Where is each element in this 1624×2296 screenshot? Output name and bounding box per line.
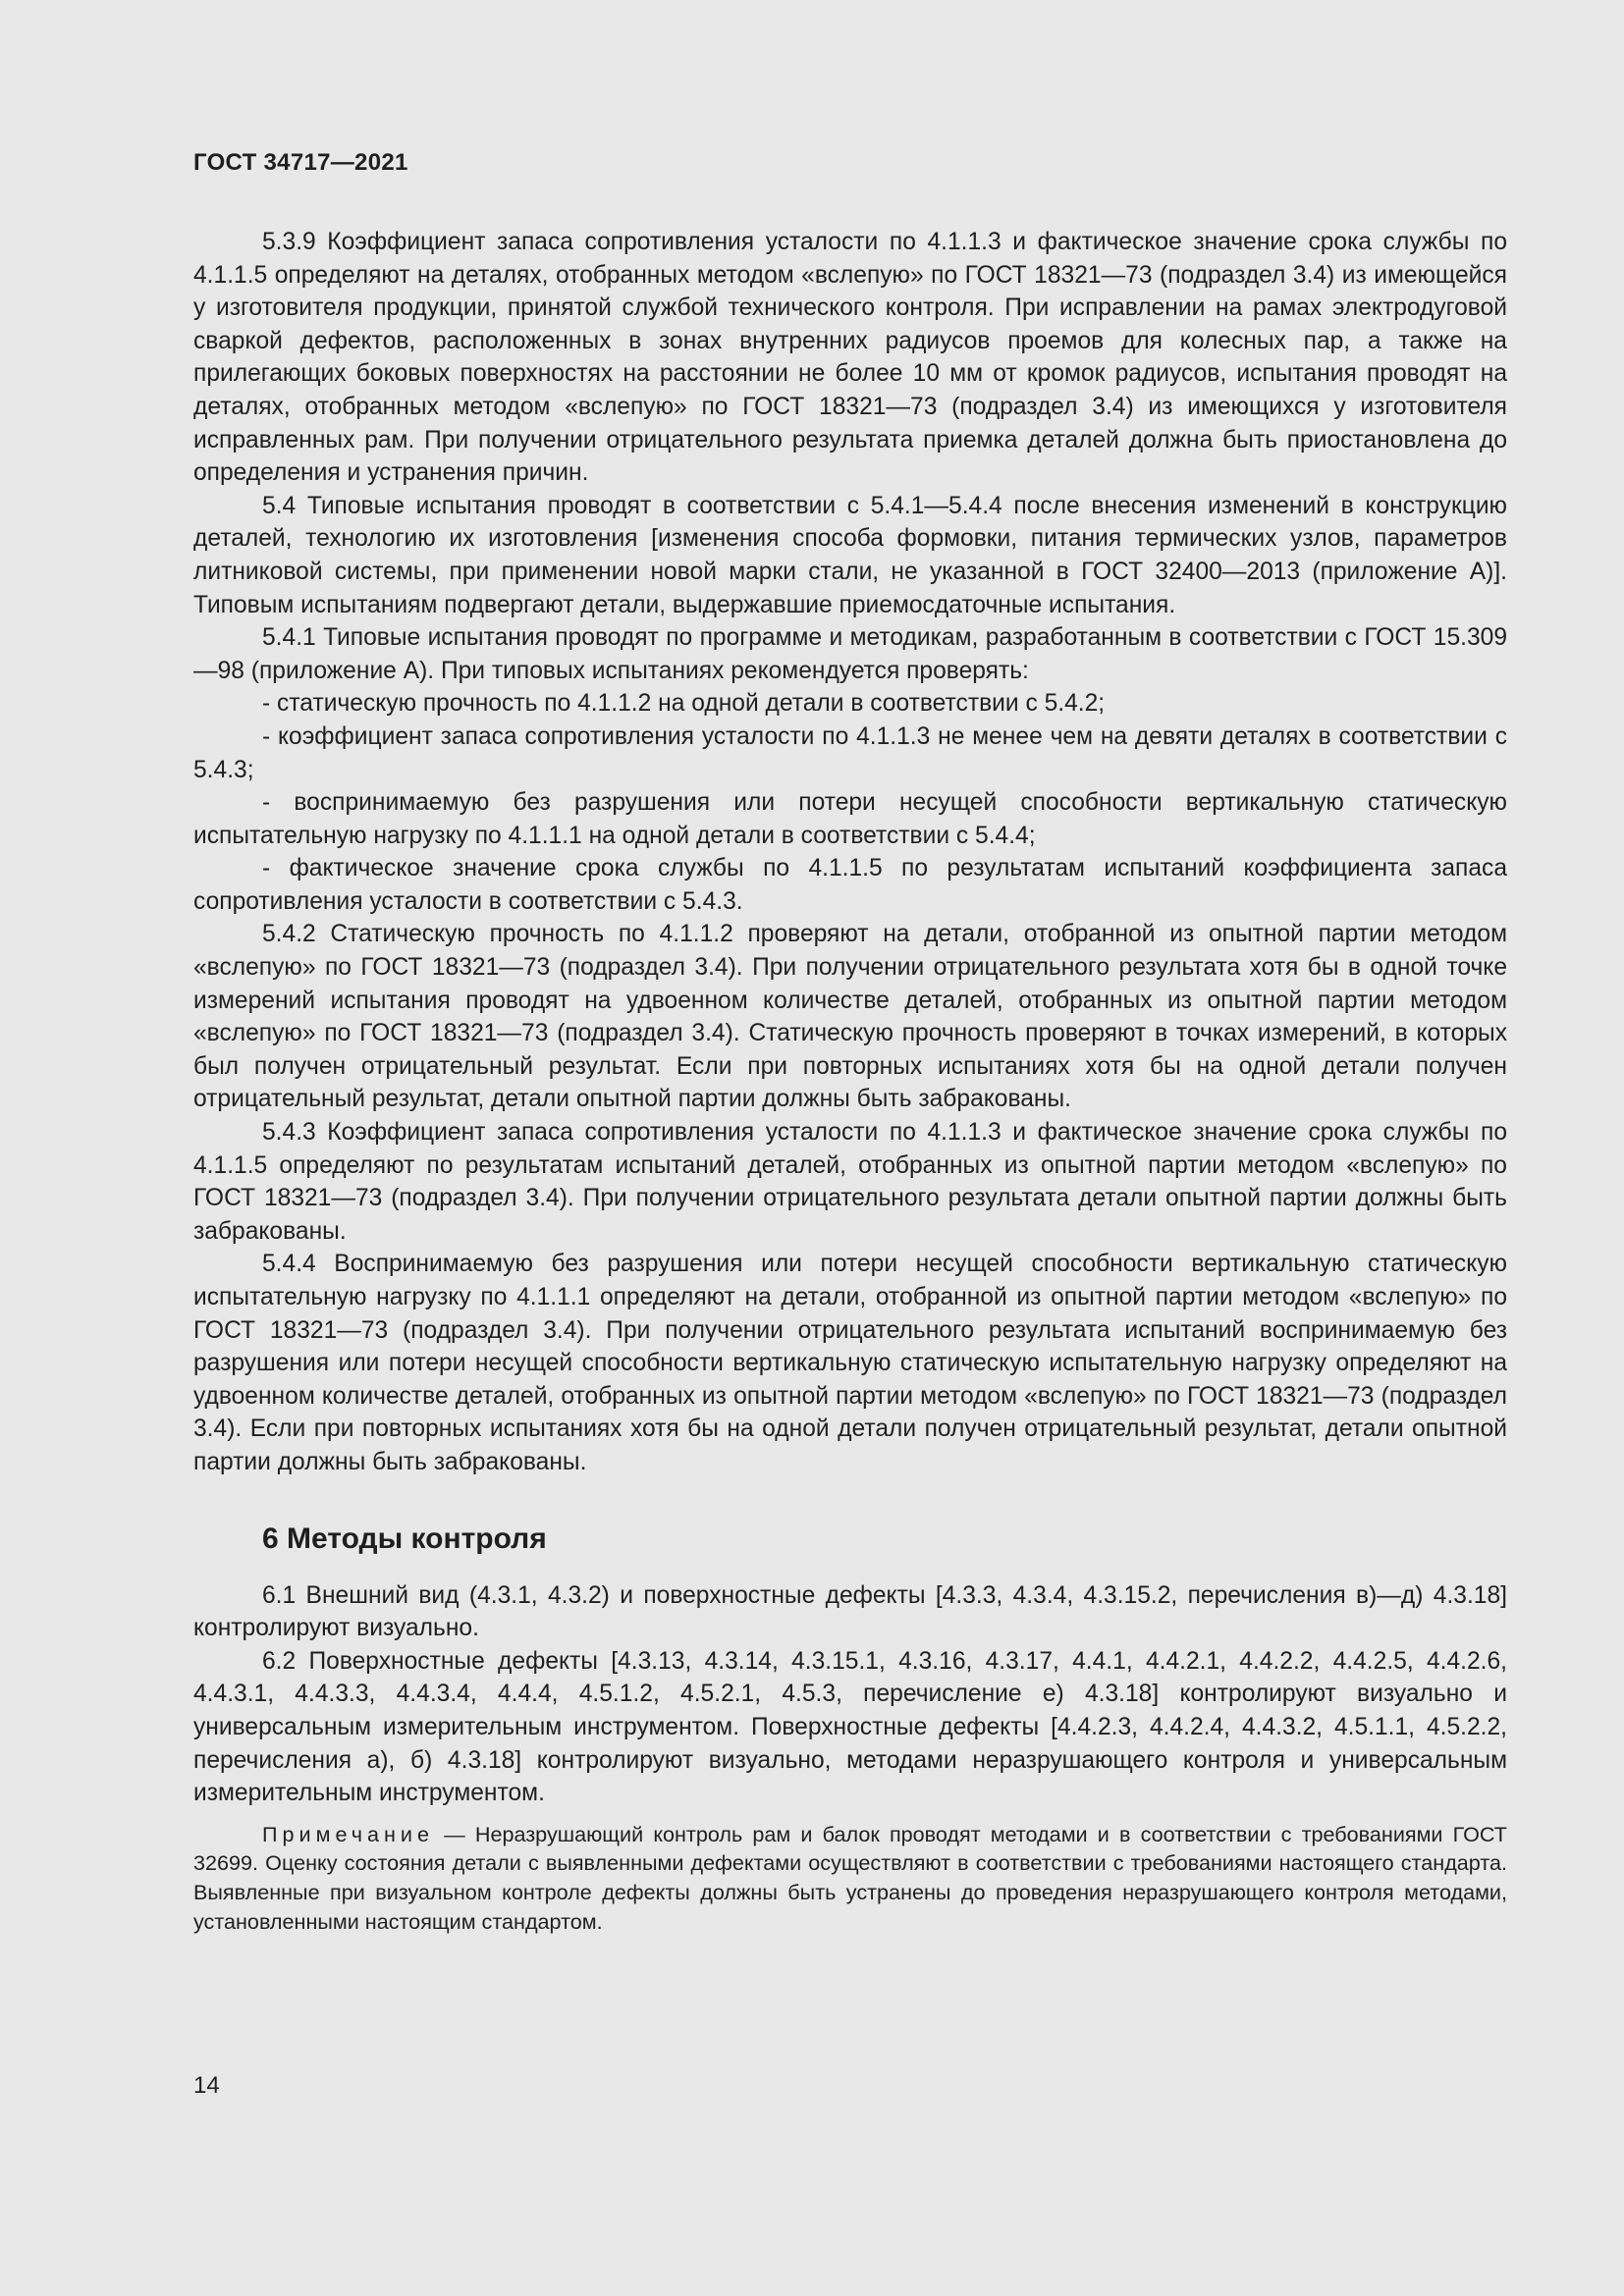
paragraph-5-4-4: 5.4.4 Воспринимаемую без разрушения или потери несущей способности вертикальную статическую испытательную нагрузку по 4.1.1.1 определяют на детали, отобранной из опытной партии методом «вслепую» по ГОСТ 18321—73 (подраздел 3.4). При получении отрицательного результата испытаний воспринимаемую без разрушения или потери несущей способности вертикальную статическую испытательную нагрузку определяют на удвоенном количестве деталей, отобранных из опытной партии методом «вслепую» по ГОСТ 18321—73 (подраздел 3.4). Если при повторных испытаниях хотя бы на одной детали получен отрицательный результат, детали опытной партии должны быть забракованы. [193, 1251, 1507, 1475]
page-number: 14 [193, 2072, 220, 2099]
note-text: — Неразрушающий контроль рам и балок проводят методами и в соответствии с требованиями ГОСТ 32699. Оценку состояния детали с выявленными дефектами осуществляют в соответствии с требованиями настоящего стандарта. Выявленные при визуальном контроле дефекты должны быть устранены до проведения неразрушающего контроля методами, установленными настоящим стандартом. [193, 1821, 1507, 1934]
paragraph-5-4-3: 5.4.3 Коэффициент запаса сопротивления усталости по 4.1.1.3 и фактическое значение срока службы по 4.1.1.5 определяют по результатам испытаний деталей, отобранных из опытной партии методом «вслепую» по ГОСТ 18321—73 (подраздел 3.4). При получении отрицательного результата детали опытной партии должны быть забракованы. [193, 1119, 1507, 1245]
document-body [193, 226, 1507, 1936]
list-item: - статическую прочность по 4.1.1.2 на одной детали в соответствии с 5.4.2; [262, 690, 1106, 718]
list-item: - фактическое значение срока службы по 4.1.1.5 по результатам испытаний коэффициента запаса сопротивления усталости в соответствии с 5.4.3. [193, 855, 1507, 915]
document-header: ГОСТ 34717—2021 [193, 149, 408, 176]
list-item: - воспринимаемую без разрушения или потери несущей способности вертикальную статическую испытательную нагрузку по 4.1.1.1 на одной детали в соответствии с 5.4.4; [193, 789, 1507, 849]
paragraph-5-4-2: 5.4.2 Статическую прочность по 4.1.1.2 проверяют на детали, отобранной из опытной партии методом «вслепую» по ГОСТ 18321—73 (подраздел 3.4). При получении отрицательного результата хотя бы в одной точке измерений испытания проводят на удвоенном количестве деталей, отобранных из опытной партии методом «вслепую» по ГОСТ 18321—73 (подраздел 3.4). Статическую прочность проверяют в точках измерений, в которых был получен отрицательный результат. Если при повторных испытаниях хотя бы на одной детали получен отрицательный результат, детали опытной партии должны быть забракованы. [193, 921, 1507, 1113]
paragraph-5-3-9: 5.3.9 Коэффициент запаса сопротивления усталости по 4.1.1.3 и фактическое значение срока службы по 4.1.1.5 определяют на деталях, отобранных методом «вслепую» по ГОСТ 18321—73 (подраздел 3.4) из имеющейся у изготовителя продукции, принятой службой технического контроля. При исправлении на рамах электродуговой сваркой дефектов, расположенных в зонах внутренних радиусов проемов для колесных пар, а также на прилегающих боковых поверхностях на расстоянии не более 10 мм от кромок радиусов, испытания проводят на деталях, отобранных методом «вслепую» по ГОСТ 18321—73 (подраздел 3.4) из имеющихся у изготовителя исправленных рам. При получении отрицательного результата приемка деталей должна быть приостановлена до определения и устранения причин. [193, 229, 1507, 487]
list-item: - коэффициент запаса сопротивления усталости по 4.1.1.3 не менее чем на девяти деталях в соответствии с 5.4.3; [193, 722, 1507, 783]
paragraph-5-4: 5.4 Типовые испытания проводят в соответствии с 5.4.1—5.4.4 после внесения изменений в конструкцию деталей, технологию их изготовления [изменения способа формовки, питания термических узлов, параметров литниковой системы, при применении новой марки стали, не указанной в ГОСТ 32400—2013 (приложение А)]. Типовым испытаниям подвергают детали, выдержавшие приемосдаточные испытания. [193, 492, 1507, 618]
note [193, 1820, 1507, 1936]
paragraph-5-4-1: 5.4.1 Типовые испытания проводят по программе и методикам, разработанным в соответствии с ГОСТ 15.309—98 (приложение А). При типовых испытаниях рекомендуется проверять: [193, 624, 1507, 684]
note-label: Примечание [262, 1821, 434, 1846]
paragraph-6-2: 6.2 Поверхностные дефекты [4.3.13, 4.3.14, 4.3.15.1, 4.3.16, 4.3.17, 4.4.1, 4.4.2.1, 4.4.2.2, 4.4.2.5, 4.4.2.6, 4.4.3.1, 4.4.3.3, 4.4.3.4, 4.4.4, 4.5.1.2, 4.5.2.1, 4.5.3, перечисление е) 4.3.18] контролируют визуально и универсальным измерительным инструментом. Поверхностные дефекты [4.4.2.3, 4.4.2.4, 4.4.3.2, 4.5.1.1, 4.5.2.2, перечисления а), б) 4.3.18] контролируют визуально, методами неразрушающего контроля и универсальным измерительным инструментом. [193, 1647, 1507, 1807]
section-title: 6 Методы контроля [262, 1522, 547, 1555]
note-paragraph [193, 1820, 1507, 1936]
paragraph-6-1: 6.1 Внешний вид (4.3.1, 4.3.2) и поверхностные дефекты [4.3.3, 4.3.4, 4.3.15.2, перечисления в)—д) 4.3.18] контролируют визуально. [193, 1581, 1507, 1642]
